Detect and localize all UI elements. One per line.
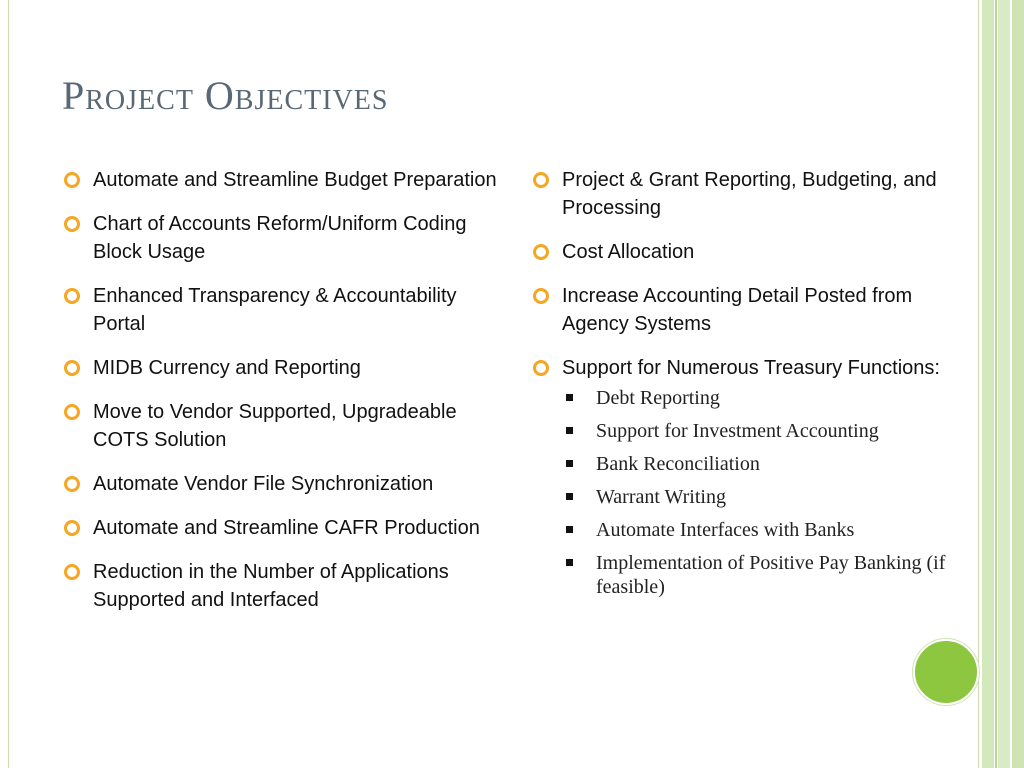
- bullet-text: Project & Grant Reporting, Budgeting, and Processing: [562, 169, 937, 219]
- list-item: [64, 354, 504, 382]
- bullet-text: Chart of Accounts Reform/Uniform Coding Block Usage: [93, 213, 467, 263]
- bullet-text: Reduction in the Number of Applications Supported and Interfaced: [93, 561, 449, 611]
- ring-bullet-icon: [64, 476, 80, 492]
- ring-bullet-icon: [64, 520, 80, 536]
- right-frame-stripe: [982, 0, 994, 768]
- sub-bullet-text: Support for Investment Accounting: [596, 420, 879, 442]
- right-frame-stripe: [995, 0, 997, 768]
- sub-bullet-text: Bank Reconciliation: [596, 453, 760, 475]
- sub-list-item: [564, 485, 973, 509]
- list-item: [64, 398, 504, 454]
- right-frame-stripe: [978, 0, 979, 768]
- square-bullet-icon: [566, 526, 573, 533]
- left-frame-line: [8, 0, 9, 768]
- bullet-text: Cost Allocation: [562, 241, 695, 263]
- list-item: [533, 238, 973, 266]
- bullet-text: Enhanced Transparency & Accountability Portal: [93, 285, 457, 335]
- list-item: [533, 354, 973, 599]
- bullet-text: MIDB Currency and Reporting: [93, 357, 361, 379]
- list-item: [64, 282, 504, 338]
- right-frame-stripe: [998, 0, 1010, 768]
- sub-bullet-list: [564, 386, 973, 599]
- sub-bullet-text: Automate Interfaces with Banks: [596, 519, 855, 541]
- left-bullet-list: [64, 166, 504, 614]
- right-frame-stripe: [1012, 0, 1024, 768]
- square-bullet-icon: [566, 559, 573, 566]
- sub-list-item: [564, 452, 973, 476]
- sub-bullet-text: Debt Reporting: [596, 387, 720, 409]
- list-item: [64, 166, 504, 194]
- ring-bullet-icon: [533, 172, 549, 188]
- list-item: [533, 282, 973, 338]
- bullet-text: Automate and Streamline CAFR Production: [93, 517, 480, 539]
- bullet-text: Increase Accounting Detail Posted from Agency Systems: [562, 285, 913, 335]
- bullet-text: Automate Vendor File Synchronization: [93, 473, 434, 495]
- sub-bullet-text: Implementation of Positive Pay Banking (if feasible): [596, 552, 946, 598]
- right-column: [533, 166, 973, 615]
- ring-bullet-icon: [64, 288, 80, 304]
- list-item: [64, 514, 504, 542]
- sub-list-item: [564, 386, 973, 410]
- square-bullet-icon: [566, 460, 573, 467]
- ring-bullet-icon: [64, 216, 80, 232]
- list-item: [533, 166, 973, 222]
- list-item: [64, 210, 504, 266]
- square-bullet-icon: [566, 427, 573, 434]
- slide-title: Project Objectives: [62, 73, 389, 118]
- ring-bullet-icon: [64, 564, 80, 580]
- sub-list-item: [564, 419, 973, 443]
- green-circle-decoration: [913, 639, 979, 705]
- sub-bullet-text: Warrant Writing: [596, 486, 726, 508]
- bullet-text: Move to Vendor Supported, Upgradeable COTS Solution: [93, 401, 457, 451]
- ring-bullet-icon: [64, 360, 80, 376]
- left-column: [64, 166, 504, 630]
- ring-bullet-icon: [64, 404, 80, 420]
- ring-bullet-icon: [533, 288, 549, 304]
- square-bullet-icon: [566, 493, 573, 500]
- bullet-text: Automate and Streamline Budget Preparation: [93, 169, 497, 191]
- right-bullet-list: [533, 166, 973, 599]
- list-item: [64, 558, 504, 614]
- ring-bullet-icon: [64, 172, 80, 188]
- ring-bullet-icon: [533, 360, 549, 376]
- list-item: [64, 470, 504, 498]
- bullet-text: Support for Numerous Treasury Functions:: [562, 357, 940, 379]
- sub-list-item: [564, 551, 973, 599]
- sub-list-item: [564, 518, 973, 542]
- square-bullet-icon: [566, 394, 573, 401]
- ring-bullet-icon: [533, 244, 549, 260]
